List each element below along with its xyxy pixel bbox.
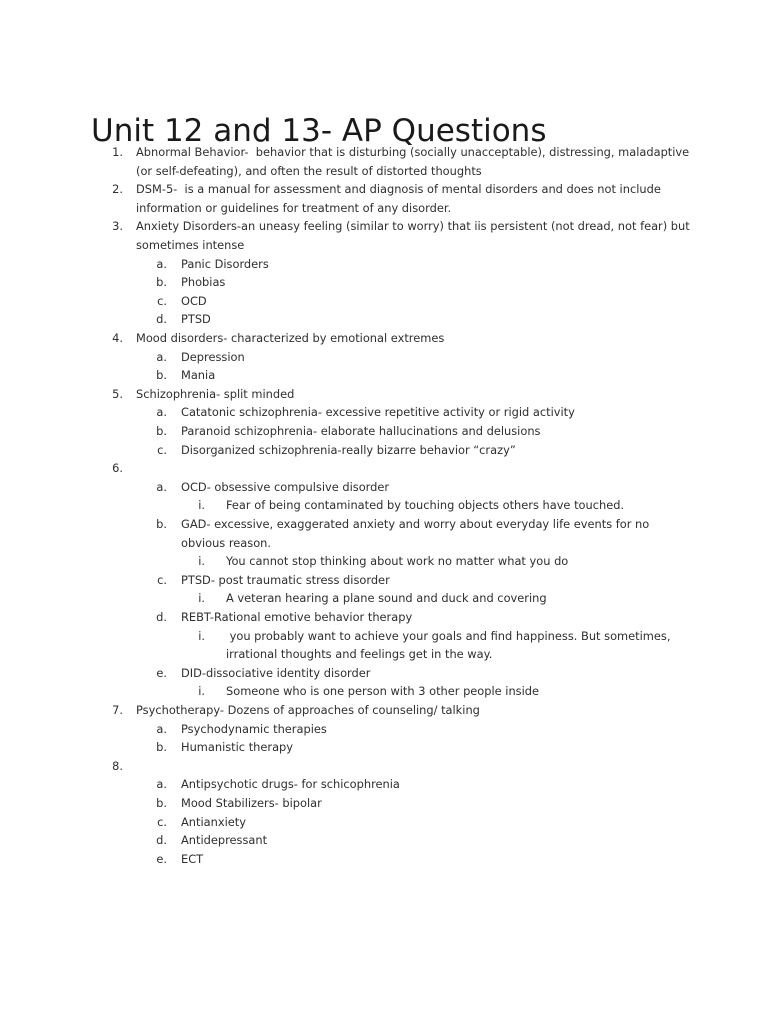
outline-line — [0, 850, 768, 869]
list-item-text: Phobias — [181, 275, 226, 290]
outline-line — [0, 217, 768, 236]
outline-line — [0, 180, 768, 199]
outline-line — [0, 199, 768, 218]
page-title: Unit 12 and 13- AP Questions — [91, 112, 547, 149]
list-marker: 2. — [112, 182, 123, 197]
outline-line — [0, 794, 768, 813]
list-item-text: A veteran hearing a plane sound and duck and covering — [226, 591, 547, 606]
list-marker: d. — [156, 312, 167, 327]
outline-line — [0, 571, 768, 590]
outline-line — [0, 366, 768, 385]
outline-line — [0, 682, 768, 701]
list-marker: e. — [156, 851, 167, 866]
list-marker: c. — [157, 572, 167, 587]
list-marker: 6. — [112, 461, 123, 476]
list-item-text: (or self-defeating), and often the result of distorted thoughts — [136, 163, 482, 178]
outline-line — [0, 403, 768, 422]
outline-line — [0, 552, 768, 571]
list-marker: a. — [156, 349, 167, 364]
list-item-text: Antidepressant — [181, 833, 268, 848]
outline-line — [0, 515, 768, 534]
outline-line — [0, 589, 768, 608]
list-marker: a. — [156, 256, 167, 271]
list-marker: c. — [157, 814, 167, 829]
list-marker: 4. — [112, 331, 123, 345]
list-marker: b. — [156, 740, 167, 755]
list-item-text: irrational thoughts and feelings get in the way. — [226, 647, 493, 662]
outline-line — [0, 236, 768, 255]
list-item-text: OCD- obsessive compulsive disorder — [181, 479, 390, 494]
list-item-text: Schizophrenia- split minded — [136, 386, 295, 401]
outline-line — [0, 738, 768, 757]
list-item-text: Disorganized schizophrenia-really bizarre behavior “crazy” — [181, 442, 516, 457]
list-marker: i. — [198, 684, 205, 699]
outline-line — [0, 422, 768, 441]
outline-line — [0, 255, 768, 274]
list-marker: a. — [156, 479, 167, 494]
outline-line — [0, 813, 768, 832]
list-marker: i. — [198, 498, 205, 513]
list-marker: b. — [156, 275, 167, 290]
outline-line — [0, 831, 768, 850]
list-marker: a. — [156, 721, 167, 736]
list-marker: b. — [156, 424, 167, 438]
outline-line — [0, 143, 768, 162]
list-item-text: Fear of being contaminated by touching objects others have touched. — [226, 498, 625, 513]
list-item-text: Mania — [181, 368, 216, 383]
list-item-text: Mood disorders- characterized by emotional extremes — [136, 331, 445, 345]
outline-line — [0, 292, 768, 311]
outline-line — [0, 720, 768, 739]
list-marker: d. — [156, 610, 167, 624]
list-marker: c. — [157, 293, 167, 308]
outline-line — [0, 627, 768, 646]
list-item-text: Someone who is one person with 3 other people inside — [226, 684, 540, 699]
list-item-text: Anxiety Disorders-an uneasy feeling (similar to worry) that iis persistent (not dread, not fear) but — [136, 219, 690, 234]
outline-line — [0, 775, 768, 794]
list-marker: 7. — [112, 703, 123, 717]
outline-line — [0, 478, 768, 497]
list-item-text: ECT — [181, 851, 204, 866]
outline-line — [0, 162, 768, 181]
list-item-text: Mood Stabilizers- bipolar — [181, 796, 322, 810]
list-marker: b. — [156, 796, 167, 810]
list-item-text: Catatonic schizophrenia- excessive repetitive activity or rigid activity — [181, 405, 575, 420]
outline-line — [0, 348, 768, 367]
list-marker: i. — [198, 554, 205, 569]
outline-line — [0, 496, 768, 515]
list-item-text: Antipsychotic drugs- for schicophrenia — [181, 777, 400, 792]
list-item-text: OCD — [181, 293, 207, 308]
list-marker: d. — [156, 833, 167, 848]
outline-line — [0, 273, 768, 292]
outline-line — [0, 441, 768, 460]
outline-line — [0, 329, 768, 348]
list-marker: 5. — [112, 386, 123, 401]
list-item-text: Psychotherapy- Dozens of approaches of counseling/ talking — [136, 703, 480, 717]
list-item-text: sometimes intense — [136, 238, 245, 252]
outline-line — [0, 459, 768, 478]
list-item-text: information or guidelines for treatment of any disorder. — [136, 200, 452, 215]
list-marker: i. — [198, 591, 205, 606]
list-item-text: Paranoid schizophrenia- elaborate hallucinations and delusions — [181, 424, 541, 438]
list-item-text: Panic Disorders — [181, 256, 269, 271]
list-item-text: DSM-5- is a manual for assessment and diagnosis of mental disorders and does not include — [136, 182, 661, 197]
outline-line — [0, 701, 768, 720]
outline-line — [0, 757, 768, 776]
outline-line — [0, 664, 768, 683]
list-item-text: Depression — [181, 349, 245, 364]
outline-line — [0, 310, 768, 329]
list-marker: c. — [157, 442, 167, 457]
list-item-text: PTSD — [181, 312, 211, 327]
outline-line — [0, 645, 768, 664]
list-item-text: REBT-Rational emotive behavior therapy — [181, 610, 413, 624]
list-marker: e. — [156, 665, 167, 680]
list-item-text: PTSD- post traumatic stress disorder — [181, 572, 390, 587]
list-marker: 8. — [112, 758, 123, 773]
list-marker: i. — [198, 628, 205, 643]
list-item-text: You cannot stop thinking about work no matter what you do — [226, 554, 569, 569]
outline-line — [0, 608, 768, 627]
list-marker: 1. — [112, 145, 123, 159]
list-item-text: DID-dissociative identity disorder — [181, 665, 371, 680]
list-marker: 3. — [112, 219, 123, 234]
outline-line — [0, 534, 768, 553]
list-marker: b. — [156, 368, 167, 383]
list-item-text: Abnormal Behavior- behavior that is disturbing (socially unacceptable), distressing, maladaptive — [136, 145, 690, 159]
list-item-text: you probably want to achieve your goals and find happiness. But sometimes, — [226, 628, 671, 643]
outline-line — [0, 385, 768, 404]
list-marker: a. — [156, 777, 167, 792]
list-marker: b. — [156, 517, 167, 531]
list-item-text: Humanistic therapy — [181, 740, 294, 755]
list-item-text: obvious reason. — [181, 535, 272, 550]
list-item-text: GAD- excessive, exaggerated anxiety and worry about everyday life events for no — [181, 517, 650, 531]
list-item-text: Psychodynamic therapies — [181, 721, 327, 736]
list-marker: a. — [156, 405, 167, 420]
list-item-text: Antianxiety — [181, 814, 246, 829]
